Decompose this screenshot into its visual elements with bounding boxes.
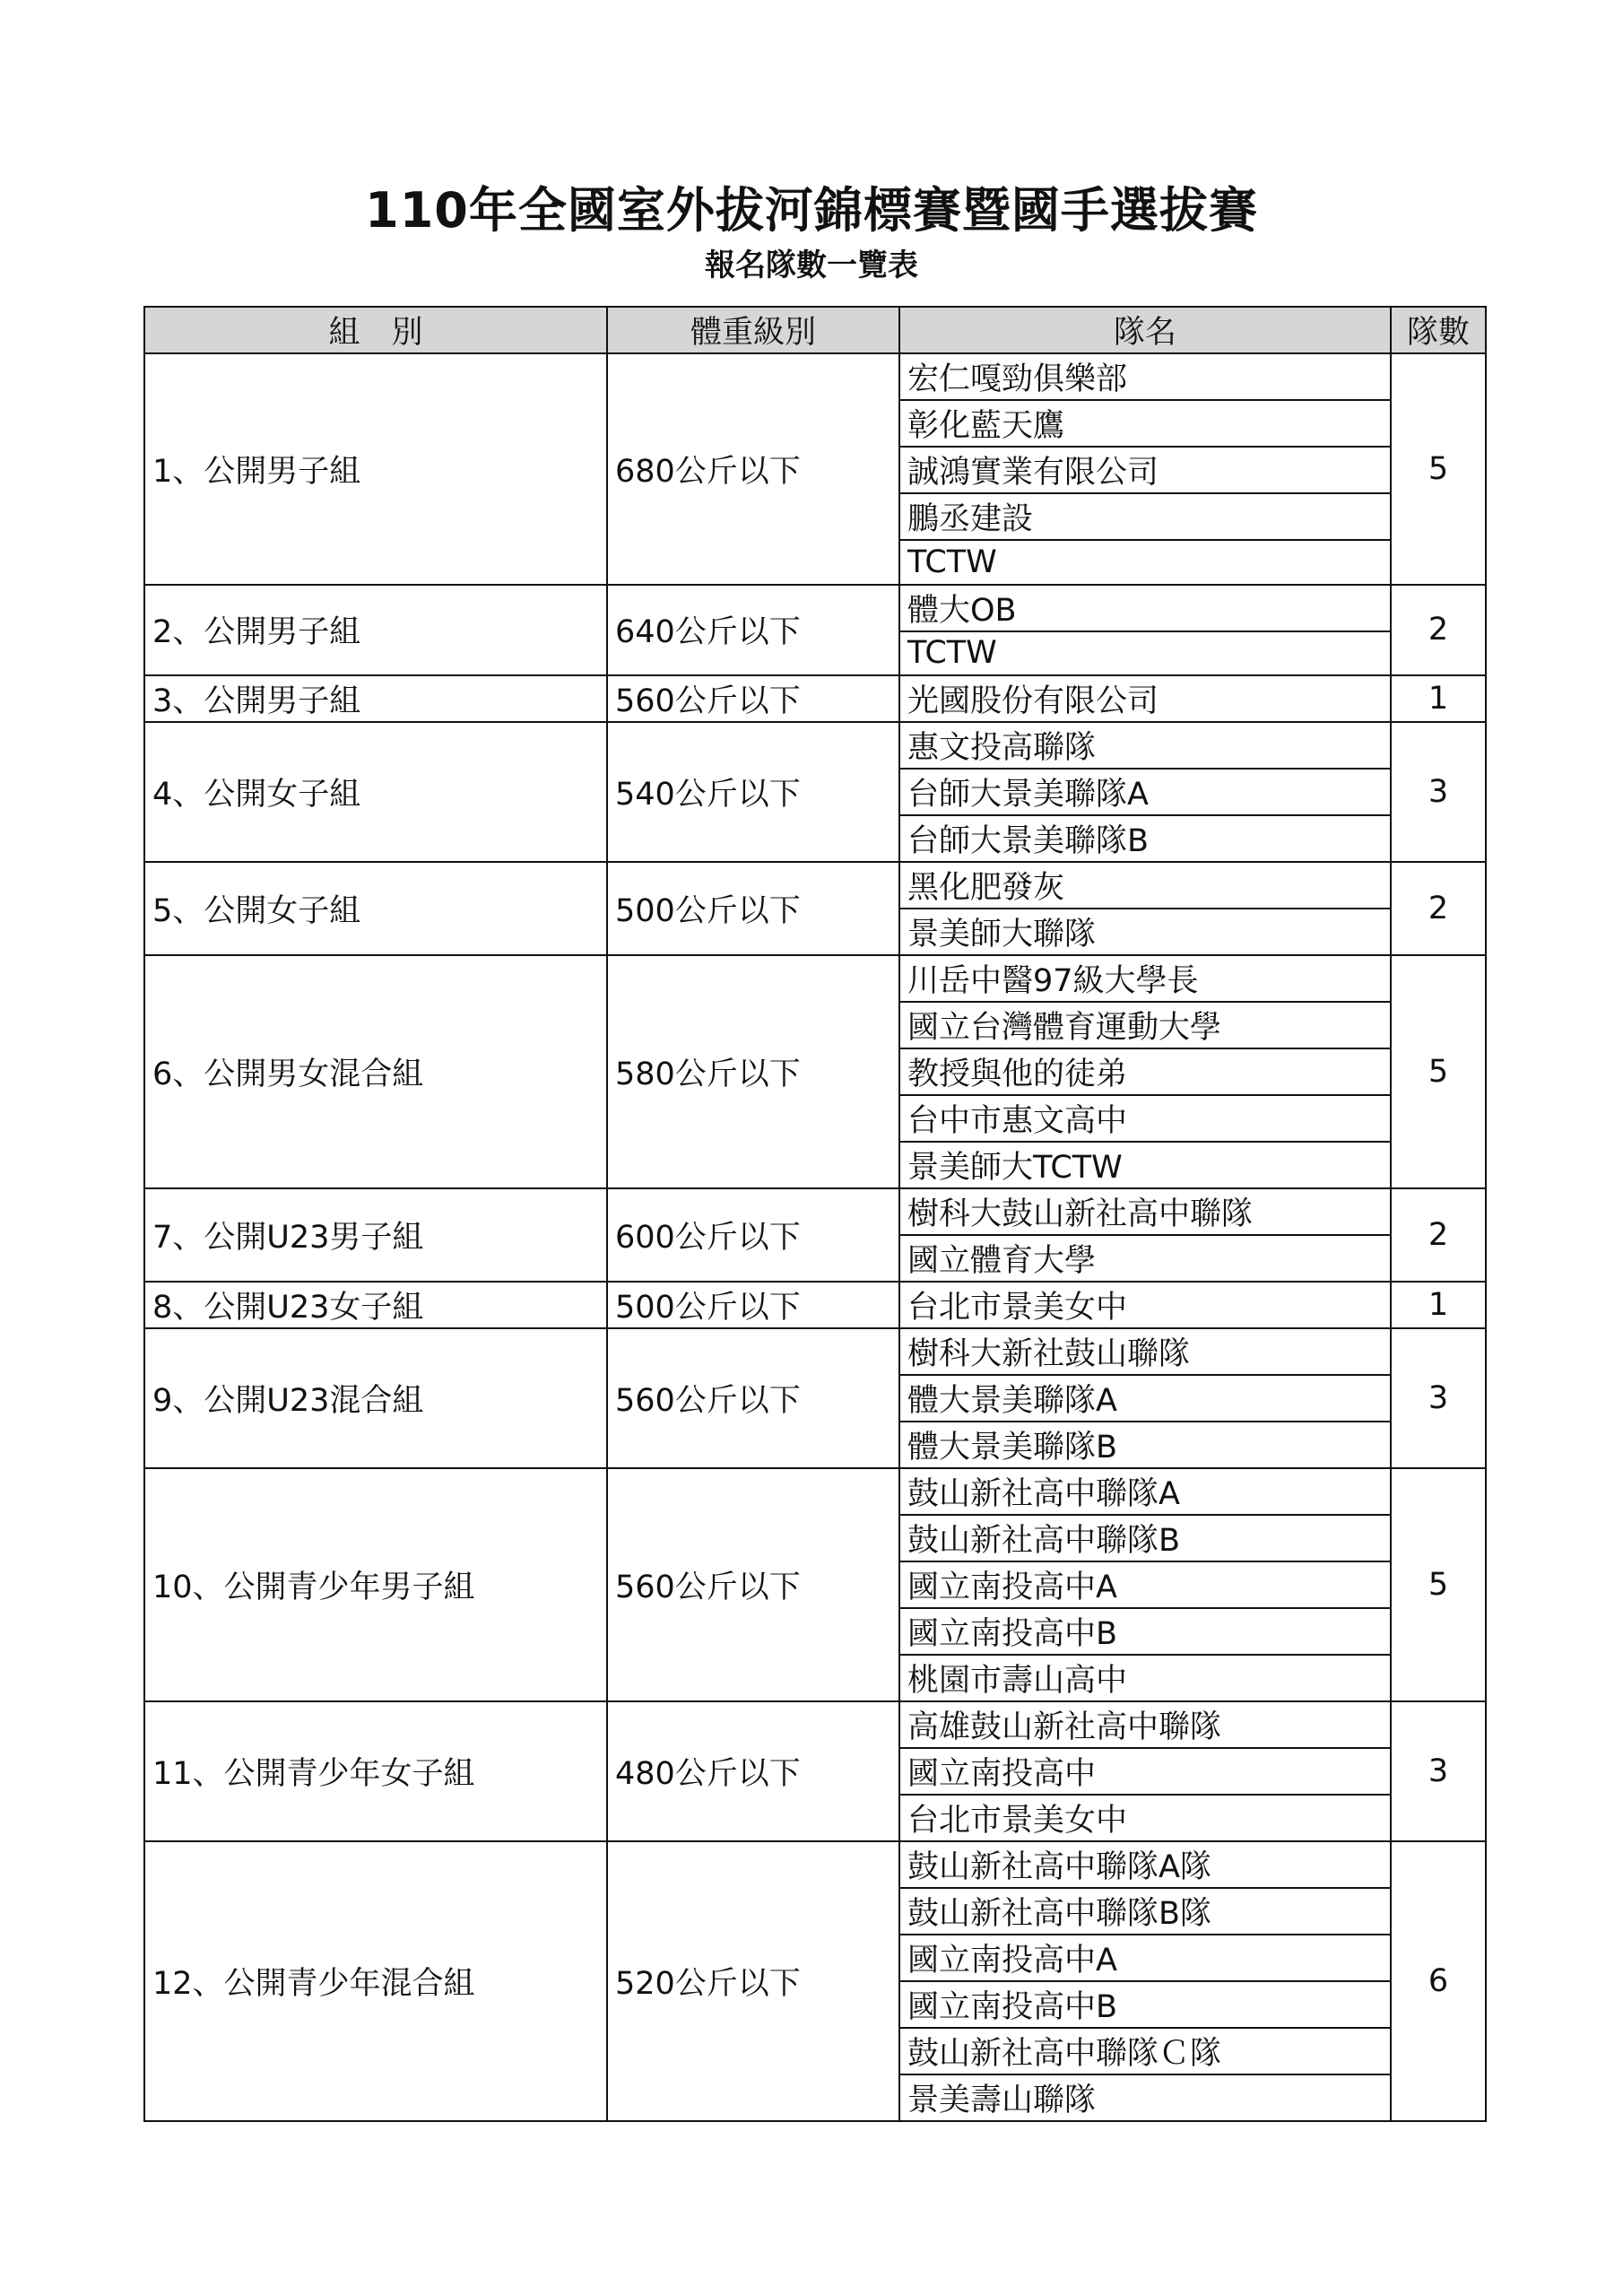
table-row: [144, 1701, 1486, 1748]
group-cell: 10、公開青少年男子組: [144, 1468, 607, 1701]
weight-cell: 680公斤以下: [607, 353, 899, 585]
team-cell: 台北市景美女中: [899, 1282, 1391, 1328]
team-cell: 台師大景美聯隊A: [899, 769, 1391, 815]
count-cell: 2: [1391, 1188, 1486, 1282]
document-subtitle: 報名隊數一覽表: [705, 248, 918, 283]
group-cell: 3、公開男子組: [144, 675, 607, 722]
weight-cell: 480公斤以下: [607, 1701, 899, 1841]
table-row: [144, 675, 1486, 722]
table-row: [144, 1468, 1486, 1515]
table-row: [144, 1841, 1486, 1888]
team-cell: 鼓山新社高中聯隊A隊: [899, 1841, 1391, 1888]
weight-cell: 560公斤以下: [607, 1328, 899, 1468]
team-cell: 教授與他的徒弟: [899, 1048, 1391, 1095]
group-cell: 5、公開女子組: [144, 862, 607, 955]
header-weight: 體重級別: [607, 307, 899, 353]
team-cell: 川岳中醫97級大學長: [899, 955, 1391, 1002]
team-cell: 鼓山新社高中聯隊A: [899, 1468, 1391, 1515]
team-cell: 鼓山新社高中聯隊Ｃ隊: [899, 2028, 1391, 2074]
group-cell: 12、公開青少年混合組: [144, 1841, 607, 2121]
table-row: [144, 353, 1486, 400]
header-group: 組 別: [144, 307, 607, 353]
team-cell: 國立台灣體育運動大學: [899, 1002, 1391, 1048]
weight-cell: 500公斤以下: [607, 862, 899, 955]
table-row: [144, 585, 1486, 631]
table-row: [144, 1188, 1486, 1235]
team-cell: 體大OB: [899, 585, 1391, 631]
weight-cell: 540公斤以下: [607, 722, 899, 862]
team-cell: 台中市惠文高中: [899, 1095, 1391, 1142]
weight-cell: 640公斤以下: [607, 585, 899, 676]
weight-cell: 580公斤以下: [607, 955, 899, 1188]
team-cell: 誠鴻實業有限公司: [899, 447, 1391, 493]
count-cell: 6: [1391, 1841, 1486, 2121]
count-cell: 5: [1391, 955, 1486, 1188]
table-row: [144, 1282, 1486, 1328]
group-cell: 7、公開U23男子組: [144, 1188, 607, 1282]
document-title: 110年全國室外拔河錦標賽暨國手選拔賽: [365, 182, 1258, 239]
team-cell: 國立體育大學: [899, 1235, 1391, 1282]
group-cell: 9、公開U23混合組: [144, 1328, 607, 1468]
team-cell: 國立南投高中: [899, 1748, 1391, 1795]
count-cell: 5: [1391, 353, 1486, 585]
team-cell: 台師大景美聯隊B: [899, 815, 1391, 862]
weight-cell: 600公斤以下: [607, 1188, 899, 1282]
team-cell: 鼓山新社高中聯隊B隊: [899, 1888, 1391, 1935]
team-cell: 高雄鼓山新社高中聯隊: [899, 1701, 1391, 1748]
team-cell: 景美壽山聯隊: [899, 2074, 1391, 2121]
team-cell: 國立南投高中A: [899, 1935, 1391, 1981]
table-row: [144, 722, 1486, 769]
group-cell: 1、公開男子組: [144, 353, 607, 585]
team-cell: 國立南投高中B: [899, 1608, 1391, 1655]
group-cell: 6、公開男女混合組: [144, 955, 607, 1188]
header-count: 隊數: [1391, 307, 1486, 353]
team-cell: 惠文投高聯隊: [899, 722, 1391, 769]
table-header-row: [144, 307, 1486, 353]
group-cell: 4、公開女子組: [144, 722, 607, 862]
header-team: 隊名: [899, 307, 1391, 353]
group-cell: 8、公開U23女子組: [144, 1282, 607, 1328]
team-cell: 體大景美聯隊A: [899, 1375, 1391, 1422]
team-cell: 樹科大鼓山新社高中聯隊: [899, 1188, 1391, 1235]
team-cell: 國立南投高中B: [899, 1981, 1391, 2028]
team-cell: 台北市景美女中: [899, 1795, 1391, 1841]
team-cell: 彰化藍天鷹: [899, 400, 1391, 447]
team-cell: 體大景美聯隊B: [899, 1422, 1391, 1468]
count-cell: 1: [1391, 1282, 1486, 1328]
weight-cell: 520公斤以下: [607, 1841, 899, 2121]
team-cell: 光國股份有限公司: [899, 675, 1391, 722]
count-cell: 3: [1391, 1328, 1486, 1468]
team-cell: 國立南投高中A: [899, 1561, 1391, 1608]
team-cell: 景美師大聯隊: [899, 909, 1391, 955]
group-cell: 11、公開青少年女子組: [144, 1701, 607, 1841]
count-cell: 2: [1391, 862, 1486, 955]
team-cell: 鵬丞建設: [899, 493, 1391, 540]
weight-cell: 500公斤以下: [607, 1282, 899, 1328]
team-cell: 鼓山新社高中聯隊B: [899, 1515, 1391, 1561]
count-cell: 2: [1391, 585, 1486, 676]
team-cell: 景美師大TCTW: [899, 1142, 1391, 1188]
table-row: [144, 862, 1486, 909]
count-cell: 3: [1391, 722, 1486, 862]
table-body: [144, 353, 1486, 2121]
team-cell: 樹科大新社鼓山聯隊: [899, 1328, 1391, 1375]
team-cell: TCTW: [899, 540, 1391, 585]
table-row: [144, 955, 1486, 1002]
count-cell: 1: [1391, 675, 1486, 722]
team-cell: TCTW: [899, 631, 1391, 676]
registration-table: [143, 306, 1487, 2122]
count-cell: 5: [1391, 1468, 1486, 1701]
weight-cell: 560公斤以下: [607, 1468, 899, 1701]
team-cell: 黑化肥發灰: [899, 862, 1391, 909]
team-cell: 桃園市壽山高中: [899, 1655, 1391, 1701]
count-cell: 3: [1391, 1701, 1486, 1841]
table-row: [144, 1328, 1486, 1375]
weight-cell: 560公斤以下: [607, 675, 899, 722]
group-cell: 2、公開男子組: [144, 585, 607, 676]
team-cell: 宏仁嘎勁俱樂部: [899, 353, 1391, 400]
